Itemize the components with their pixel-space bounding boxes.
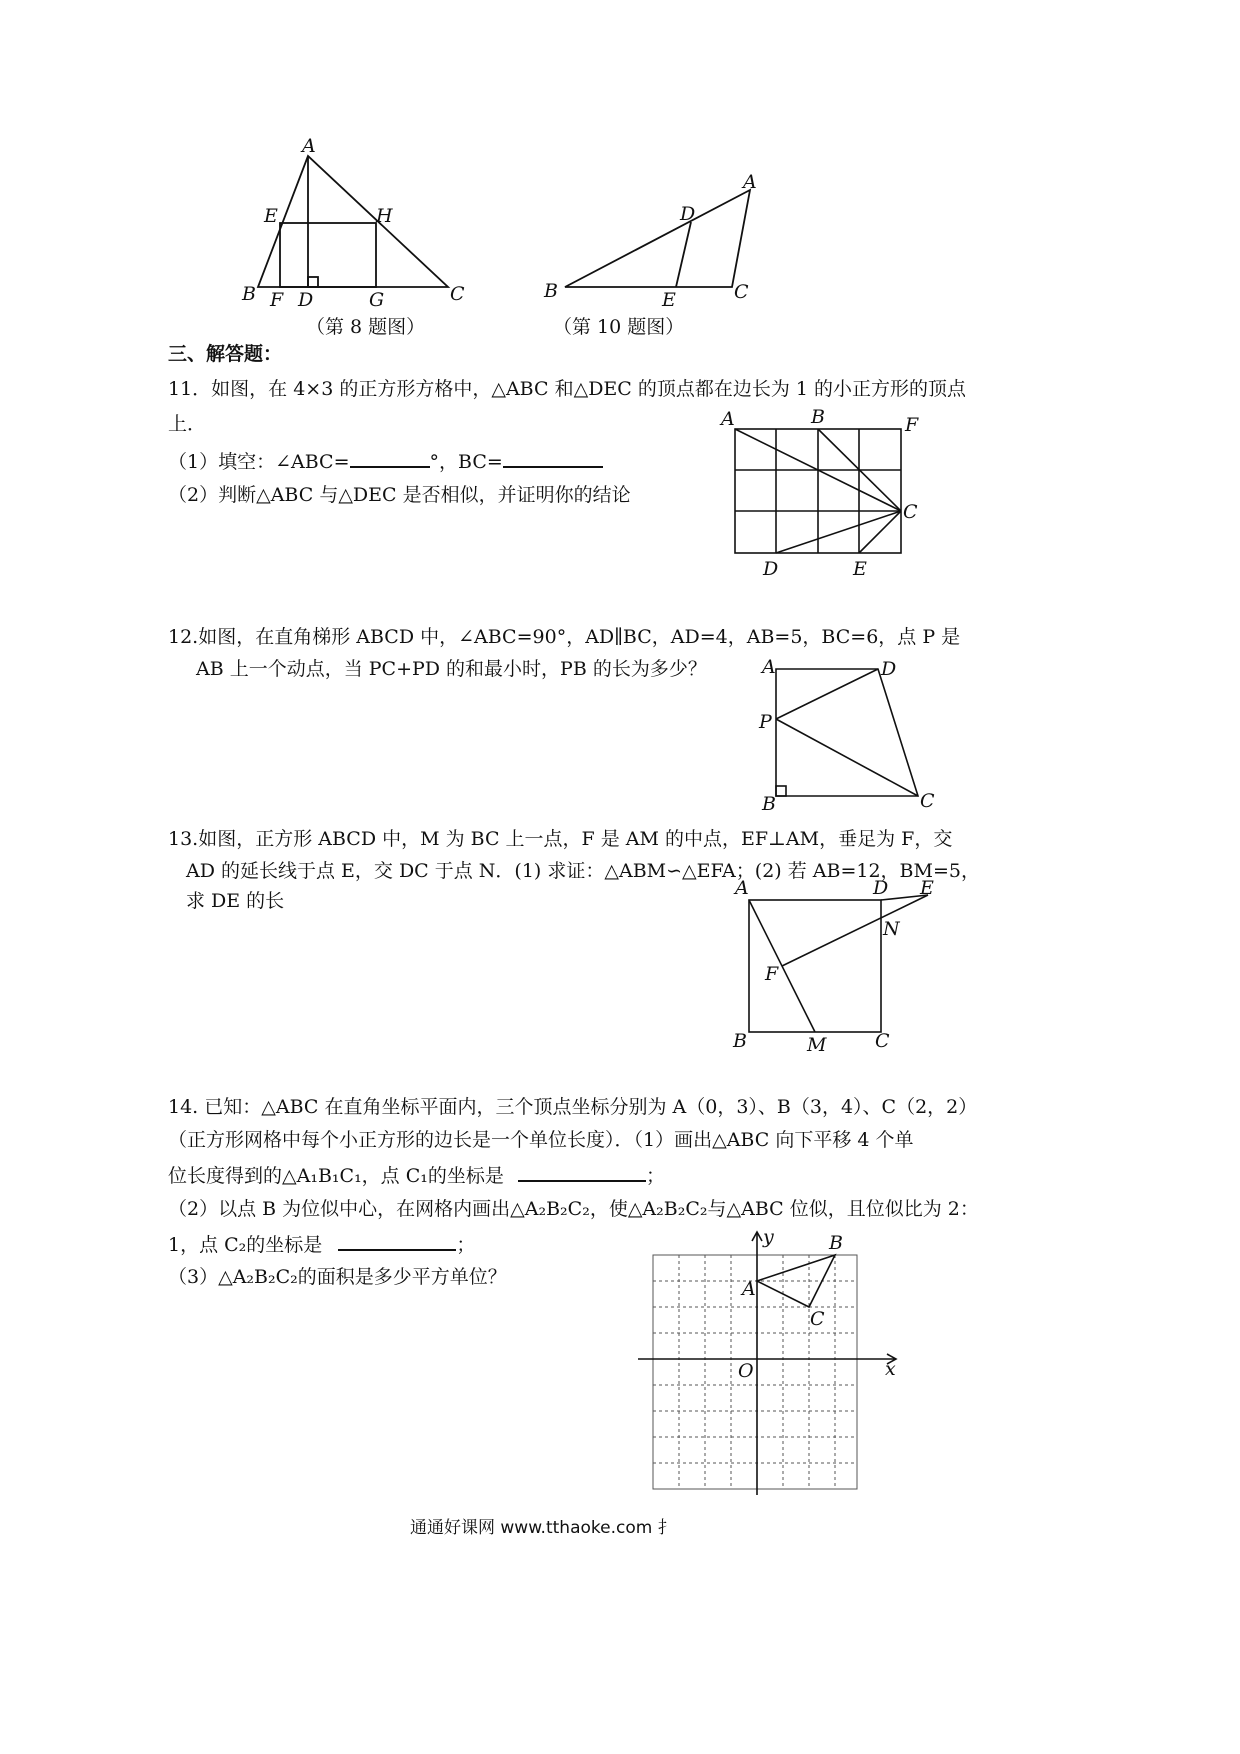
q13-label-d: D [873,877,889,899]
fig8-label-f: F [270,289,284,311]
q14-axis-x: x [885,1358,896,1380]
q14-coordinate-grid [630,1225,910,1495]
q14-line3-end: ； [645,1165,665,1187]
fig8-label-c: C [450,283,465,305]
footer-text: 通通好课网 www.tthaoke.com 扌 [410,1518,675,1538]
q11-part1-text-a: （1）填空：∠ABC= [168,451,350,473]
q13-label-n: N [883,918,900,940]
q14-line2: （正方形网格中每个小正方形的边长是一个单位长度）．（1）画出△ABC 向下平移 4 个单 [168,1129,914,1151]
q13-label-b: B [733,1030,747,1052]
q11-part1 [168,446,603,476]
q14-label-c: C [810,1308,825,1330]
fig8-label-h: H [376,205,393,227]
q14-line6: （3）△A₂B₂C₂的面积是多少平方单位？ [168,1266,507,1288]
fig10-label-c: C [734,281,749,303]
q14-line4: （2）以点 B 为位似中心，在网格内画出△A₂B₂C₂，使△A₂B₂C₂与△ABC 位似，且位似比为 2： [168,1198,979,1220]
q11-line1: 11．如图，在 4×3 的正方形方格中，△ABC 和△DEC 的顶点都在边长为 1 的小正方形的顶点 [168,378,967,400]
q14-line3-text: 位长度得到的△A₁B₁C₁，点 C₁的坐标是 [168,1165,504,1187]
fig8-label-g: G [369,289,385,311]
figure-10 [600,165,860,315]
q14-axis-y: y [763,1226,774,1248]
q13-label-a: A [735,877,749,899]
figure-8 [242,135,530,340]
q11-line2: 上． [168,413,207,435]
q11-bc-blank[interactable] [503,446,603,468]
q11-label-b: B [811,406,825,428]
q14-line5-text: 1，点 C₂的坐标是 [168,1234,323,1256]
q11-angle-blank[interactable] [350,446,430,468]
q14-line3 [168,1160,665,1190]
q13-line3: 求 DE 的长 [186,890,285,912]
q12-figure [750,655,950,815]
q13-line1: 13.如图，正方形 ABCD 中，M 为 BC 上一点，F 是 AM 的中点，EF⊥AM，垂足为 F，交 [168,828,953,850]
q13-label-c: C [875,1030,890,1052]
fig8-label-a: A [302,135,316,157]
q11-label-c: C [903,501,918,523]
section-title: 三、解答题： [168,343,283,365]
figure-10-b-label [540,275,570,305]
fig10-label-b: B [544,280,558,302]
q12-line2: AB 上一个动点，当 PC+PD 的和最小时，PB 的长为多少？ [196,658,707,680]
q11-part2: （2）判断△ABC 与△DEC 是否相似，并证明你的结论 [168,484,631,506]
fig10-label-e: E [662,289,676,311]
q14-label-a: A [742,1278,756,1300]
q14-line1: 14. 已知：△ABC 在直角坐标平面内，三个顶点坐标分别为 A（0，3）、B（3，4）、C（2，2） [168,1096,978,1118]
fig8-caption: （第 8 题图） [306,316,426,338]
fig10-label-d: D [680,203,696,225]
q13-label-m: M [807,1034,827,1056]
q14-origin: O [738,1360,754,1382]
q12-line1: 12.如图，在直角梯形 ABCD 中，∠ABC=90°，AD∥BC，AD=4，AB=5，BC=6，点 P 是 [168,626,961,648]
q12-label-b: B [762,793,776,815]
q14-label-b: B [829,1232,843,1254]
q12-label-d: D [881,658,897,680]
q11-part1-text-b: °，BC= [429,451,503,473]
q14-line5-end: ； [456,1234,476,1256]
q12-label-p: P [759,711,772,733]
q12-label-a: A [762,656,776,678]
q14-c1-blank[interactable] [518,1160,646,1182]
q13-line2: AD 的延长线于点 E，交 DC 于点 N．(1) 求证：△ABM∽△EFA；(2) 若 AB=12，BM=5， [186,860,980,882]
q11-label-d: D [763,558,779,580]
q13-label-e: E [920,877,934,899]
q12-label-c: C [920,790,935,812]
q13-label-f: F [765,963,779,985]
fig8-label-e: E [264,205,278,227]
q11-label-e: E [853,558,867,580]
q11-label-f: F [905,414,919,436]
fig10-caption: （第 10 题图） [553,316,685,338]
q11-figure [715,405,925,580]
q14-line5 [168,1229,475,1259]
fig10-label-a: A [743,171,757,193]
q14-c2-blank[interactable] [338,1229,456,1251]
q13-figure [725,875,955,1055]
fig8-label-d: D [298,289,314,311]
q11-label-a: A [721,408,735,430]
fig8-label-b: B [242,283,256,305]
